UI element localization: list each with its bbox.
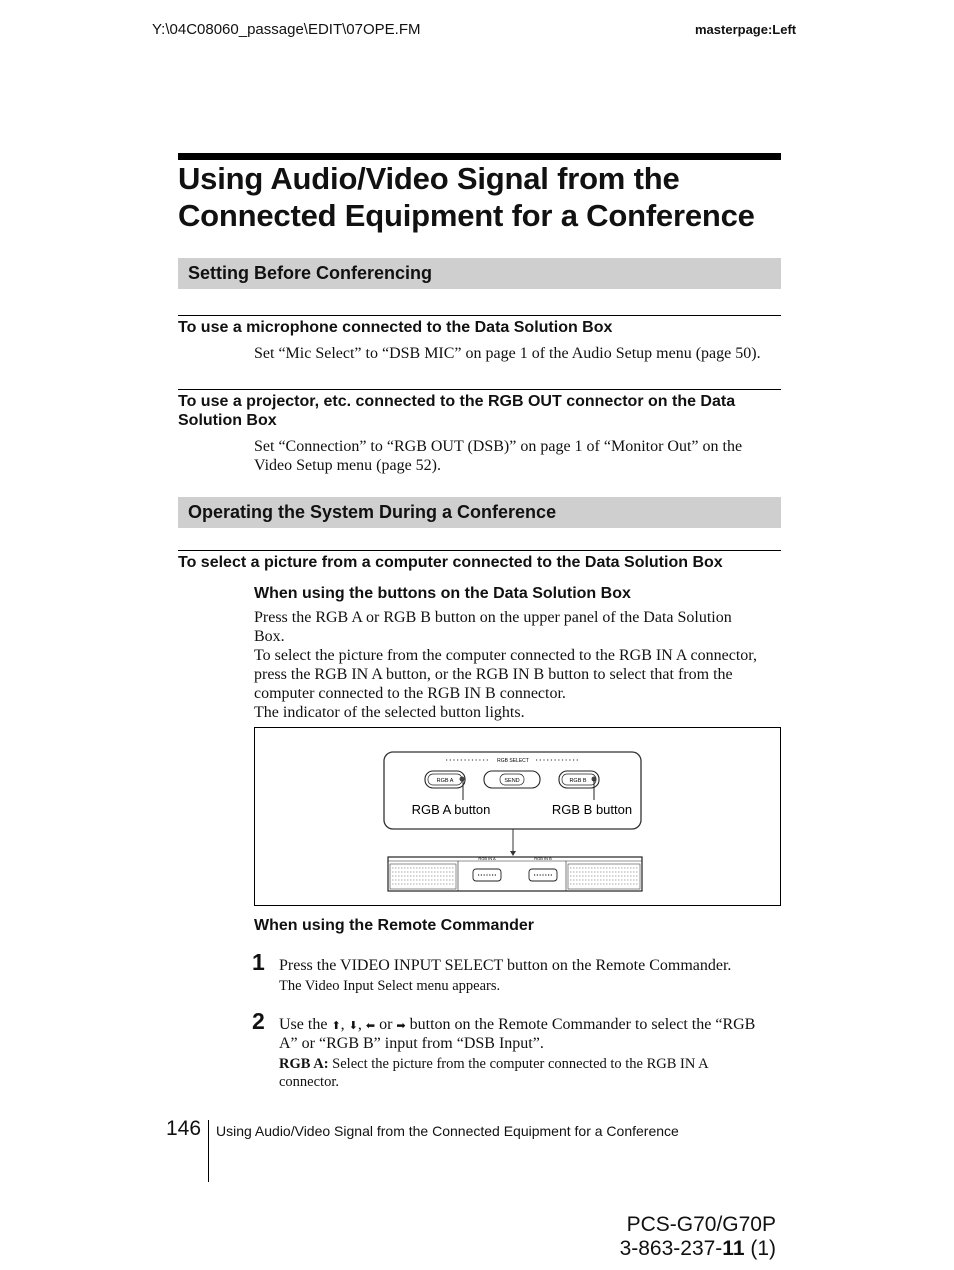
section-heading-setting-text: Setting Before Conferencing [188, 263, 433, 283]
callout-label-a: RGB A button [411, 802, 491, 817]
figure-data-solution-box [254, 727, 781, 906]
paragraph-line: Press the RGB A or RGB B button on the upper panel of the Data Solution [254, 609, 732, 626]
topic-heading-microphone: To use a microphone connected to the Data Solution Box [178, 319, 613, 336]
note-line2: connector. [279, 1074, 339, 1090]
running-title: Using Audio/Video Signal from the Connected Equipment for a Conference [216, 1123, 679, 1139]
step2-prefix: Use the [279, 1016, 328, 1033]
subheading-buttons: When using the buttons on the Data Solution Box [254, 585, 631, 602]
model-code [580, 1237, 776, 1261]
topic-text-projector [254, 437, 784, 475]
model-name: PCS-G70/G70P [626, 1213, 776, 1236]
topic-text-projector-line1: Set “Connection” to “RGB OUT (DSB)” on page 1 of “Monitor Out” on the [254, 438, 743, 455]
pointer-arrowhead [510, 851, 516, 856]
step2-suffix: button on the Remote Commander to select the “RGB [409, 1016, 756, 1033]
paragraph-line: computer connected to the RGB IN B connector. [254, 685, 566, 702]
file-path: Y:\04C08060_passage\EDIT\07OPE.FM [152, 21, 421, 38]
step-number: 2 [252, 1008, 265, 1034]
step2-text-line2: A” or “RGB B” input from “DSB Input”. [279, 1035, 544, 1052]
section-heading-operating [178, 497, 781, 528]
send-button-label: SEND [504, 778, 520, 784]
model-code-prefix: 3-863-237- [619, 1237, 723, 1260]
note-text: Select the picture from the computer connected to the RGB IN A [332, 1056, 709, 1072]
rgb-a-indicator [460, 777, 465, 782]
model-code-bold: 11 [722, 1237, 745, 1260]
topic-rule [178, 550, 781, 551]
step2-text: Use the ⬆, ⬇, ⬅ or ➡ button on the Remote Commander to select the “RGB [279, 1016, 756, 1033]
topic-heading-projector [178, 392, 781, 430]
subheading-remote: When using the Remote Commander [254, 917, 535, 934]
step1-text: Press the VIDEO INPUT SELECT button on the Remote Commander. [279, 957, 732, 974]
rgb-b-button-label: RGB B [569, 778, 587, 784]
step2-or: or [379, 1016, 393, 1033]
figure-illustration [254, 727, 781, 906]
masterpage-label: masterpage:Left [695, 22, 797, 37]
topic-rule [178, 389, 781, 390]
page-title-line1: Using Audio/Video Signal from the [178, 161, 680, 196]
paragraph-line: To select the picture from the computer connected to the RGB IN A connector, [254, 647, 757, 664]
page-title-line2: Connected Equipment for a Conference [178, 198, 755, 233]
step-number: 1 [252, 949, 265, 975]
port-a-label: RGB IN A [478, 856, 496, 861]
topic-heading-projector-line1: To use a projector, etc. connected to the RGB OUT connector on the Data [178, 393, 736, 410]
note-label: RGB A: [279, 1056, 329, 1072]
paragraph-line: The indicator of the selected button lights. [254, 704, 525, 721]
rgb-a-button-label: RGB A [436, 778, 454, 784]
page-title [178, 160, 798, 234]
paragraph-line: press the RGB IN A button, or the RGB IN B button to select that from the [254, 666, 733, 683]
port-b-label: RGB IN B [534, 856, 552, 861]
topic-heading-select-picture: To select a picture from a computer connected to the Data Solution Box [178, 554, 723, 571]
panel-label: RGB SELECT [497, 758, 529, 764]
topic-text-projector-line2: Video Setup menu (page 52). [254, 457, 441, 474]
step1-subtext: The Video Input Select menu appears. [279, 978, 501, 994]
section-heading-setting [178, 258, 781, 289]
page-number: 146 [166, 1117, 202, 1140]
up-arrow-icon: ⬆ [331, 1019, 341, 1032]
step2-note [279, 1055, 779, 1091]
left-arrow-icon: ⬅ [365, 1019, 376, 1032]
topic-heading-projector-line2: Solution Box [178, 412, 277, 429]
buttons-paragraph [254, 608, 784, 722]
section-heading-operating-text: Operating the System During a Conference [188, 502, 557, 522]
paragraph-line: Box. [254, 628, 285, 645]
topic-text-microphone: Set “Mic Select” to “DSB MIC” on page 1 of the Audio Setup menu (page 50). [254, 345, 761, 362]
right-arrow-icon: ➡ [396, 1019, 406, 1032]
footer-divider [208, 1120, 209, 1182]
title-rule [178, 153, 781, 160]
model-code-suffix: (1) [744, 1237, 776, 1260]
topic-rule [178, 315, 781, 316]
down-arrow-icon: ⬇ [348, 1019, 358, 1032]
callout-label-b: RGB B button [551, 802, 633, 817]
